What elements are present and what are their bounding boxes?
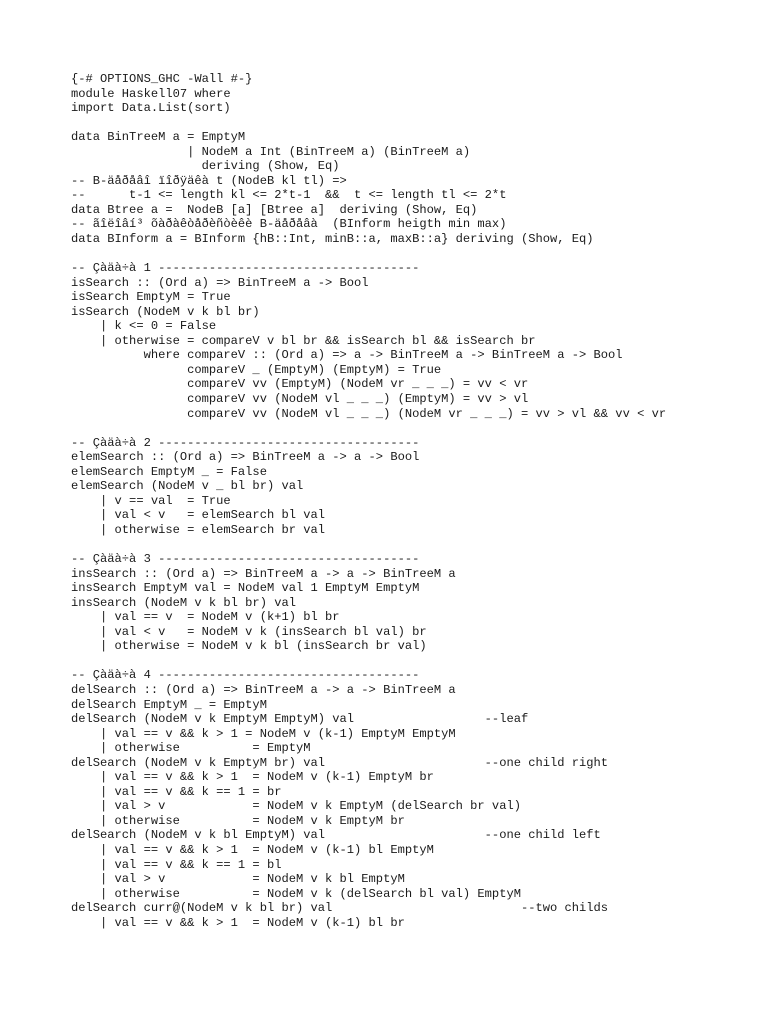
code-line: import Data.List(sort) [71,101,231,116]
code-line: | NodeM a Int (BinTreeM a) (BinTreeM a) [71,144,471,159]
code-line: {-# OPTIONS_GHC -Wall #-} [71,72,253,86]
code-line: | val == v = NodeM v (k+1) bl br [71,610,340,625]
code-line: delSearch (NodeM v k EmptyM EmptyM) val --leaf [71,712,529,727]
code-line: delSearch (NodeM v k bl EmptyM) val --one child left [71,828,601,843]
code-line: | val == v && k > 1 = NodeM v (k-1) bl br [71,915,405,930]
code-line: insSearch (NodeM v k bl br) val [71,595,296,610]
code-line: elemSearch (NodeM v _ bl br) val [71,479,304,494]
code-line: where compareV :: (Ord a) => a -> BinTreeM a -> BinTreeM a -> Bool [71,348,623,363]
code-line: deriving (Show, Eq) [71,159,340,174]
code-line: delSearch :: (Ord a) => BinTreeM a -> a -> BinTreeM a [71,682,456,697]
code-line: | val == v && k == 1 = bl [71,857,282,872]
code-line: compareV vv (NodeM vl _ _ _) (NodeM vr _ _ _) = vv > vl && vv < vr [71,406,667,421]
code-line [71,421,761,436]
code-line: | otherwise = EmptyM [71,741,311,756]
code-line: | v == val = True [71,493,231,508]
code-line: compareV _ (EmptyM) (EmptyM) = True [71,362,442,377]
code-line: insSearch :: (Ord a) => BinTreeM a -> a -> BinTreeM a [71,566,456,581]
code-line: | otherwise = NodeM v k (delSearch bl val) EmptyM [71,886,521,901]
code-line: elemSearch :: (Ord a) => BinTreeM a -> a -> Bool [71,450,420,465]
code-line: | otherwise = NodeM v k EmptyM br [71,813,405,828]
code-line: | k <= 0 = False [71,319,217,334]
code-line: | otherwise = elemSearch br val [71,522,326,537]
code-line: | val == v && k == 1 = br [71,784,282,799]
code-line: delSearch EmptyM _ = EmptyM [71,697,267,712]
code-line: | val == v && k > 1 = NodeM v (k-1) EmptyM EmptyM [71,726,456,741]
code-line [71,116,761,131]
code-line: -- Çàäà÷à 1 ------------------------------------ [71,261,420,276]
code-line: isSearch EmptyM = True [71,290,231,305]
code-line [71,654,761,669]
code-line: | val > v = NodeM v k bl EmptyM [71,872,405,887]
code-line: isSearch :: (Ord a) => BinTreeM a -> Bool [71,275,369,290]
code-line: -- t-1 <= length kl <= 2*t-1 && t <= length tl <= 2*t [71,188,507,203]
code-line: -- Çàäà÷à 4 ------------------------------------ [71,668,420,683]
code-line: -- ãîëîâí³ õàðàêòåðèñòèêè B-äåðåâà (BInform heigth min max) [71,217,507,232]
code-line: | otherwise = compareV v bl br && isSearch bl && isSearch br [71,333,536,348]
code-line: | otherwise = NodeM v k bl (insSearch br val) [71,639,427,654]
code-listing [71,72,761,930]
code-line: | val == v && k > 1 = NodeM v (k-1) EmptyM br [71,770,434,785]
code-line: -- Çàäà÷à 3 ------------------------------------ [71,552,420,567]
code-line: isSearch (NodeM v k bl br) [71,304,260,319]
code-line [71,247,761,262]
code-line: data Btree a = NodeB [a] [Btree a] deriving (Show, Eq) [71,202,478,217]
code-line: compareV vv (EmptyM) (NodeM vr _ _ _) = vv < vr [71,377,529,392]
code-line: | val < v = NodeM v k (insSearch bl val) br [71,624,427,639]
code-line: delSearch curr@(NodeM v k bl br) val --two childs [71,901,609,916]
code-line: -- B-äåðåâî ïîðÿäêà t (NodeB kl tl) => [71,173,347,188]
code-line: delSearch (NodeM v k EmptyM br) val --one child right [71,755,609,770]
code-line: -- Çàäà÷à 2 ------------------------------------ [71,435,420,450]
code-line: data BInform a = BInform {hB::Int, minB::a, maxB::a} deriving (Show, Eq) [71,232,594,247]
code-line: | val > v = NodeM v k EmptyM (delSearch br val) [71,799,521,814]
code-line: compareV vv (NodeM vl _ _ _) (EmptyM) = vv > vl [71,392,529,407]
code-line: module Haskell07 where [71,86,231,101]
code-line: | val < v = elemSearch bl val [71,508,326,523]
code-line: data BinTreeM a = EmptyM [71,130,246,145]
code-line: insSearch EmptyM val = NodeM val 1 EmptyM EmptyM [71,581,420,596]
code-line [71,538,761,553]
code-line: elemSearch EmptyM _ = False [71,464,267,479]
code-line: | val == v && k > 1 = NodeM v (k-1) bl EmptyM [71,842,434,857]
